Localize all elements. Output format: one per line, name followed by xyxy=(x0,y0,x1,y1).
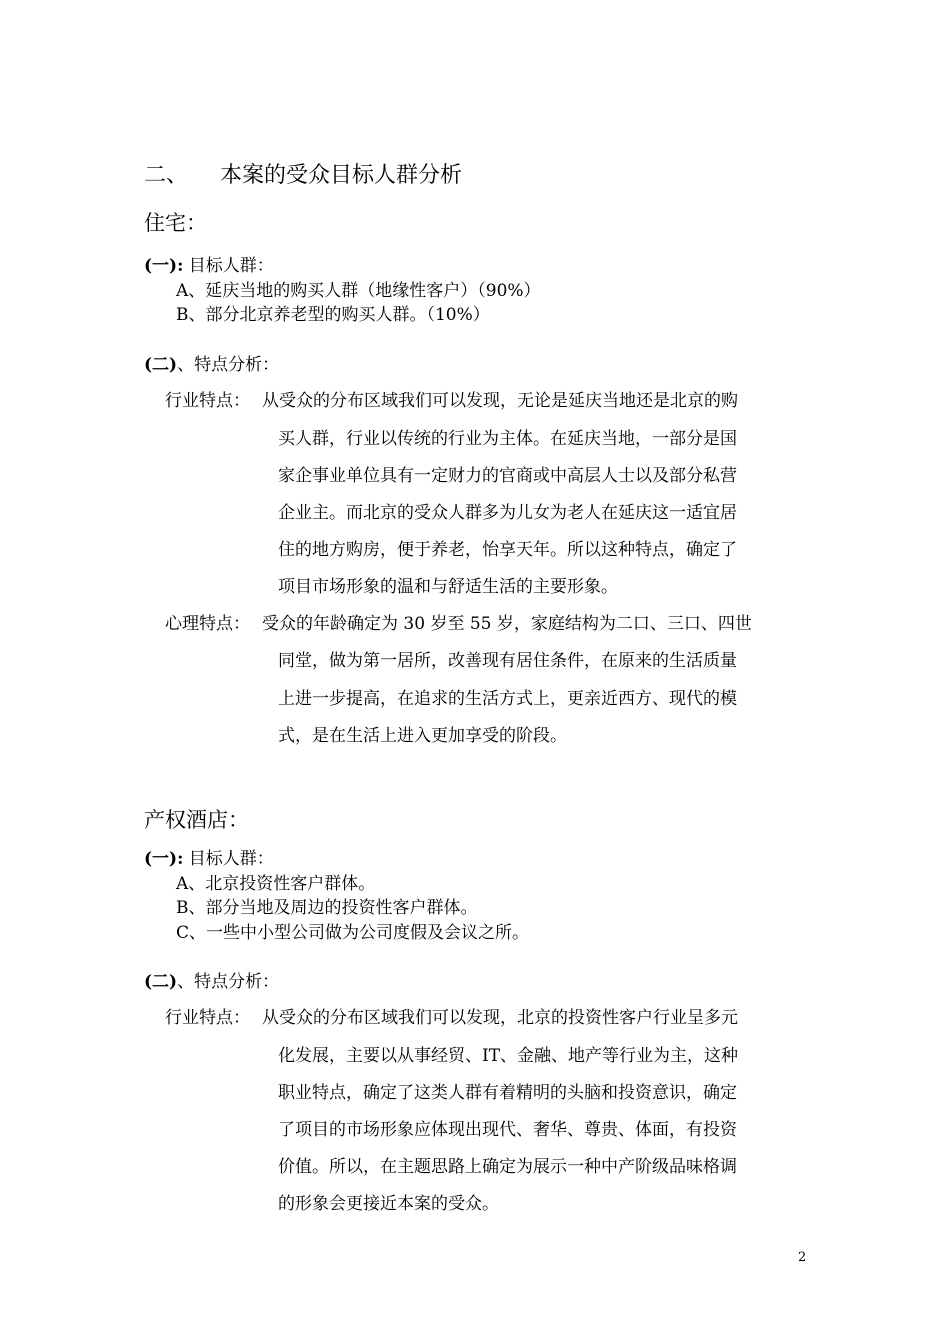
residential-title: 住宅： xyxy=(144,211,207,235)
residential-target-item-a: A、延庆当地的购买人群（地缘性客户）（90%） xyxy=(176,281,541,301)
hotel-group2-label: 、特点分析： xyxy=(177,972,280,992)
section-title: 本案的受众目标人群分析 xyxy=(220,163,463,188)
residential-industry-line: 买人群，行业以传统的行业为主体。在延庆当地，一部分是国 xyxy=(278,429,737,449)
residential-group1-num: (一): xyxy=(144,256,184,276)
hotel-group2-heading xyxy=(144,967,279,992)
hotel-industry-line: 化发展，主要以从事经贸、IT、金融、地产等行业为主，这种 xyxy=(278,1046,739,1066)
residential-psychology-label: 心理特点： xyxy=(165,614,250,634)
hotel-target-item-a: A、北京投资性客户群体。 xyxy=(176,874,376,894)
residential-group2-num: (二) xyxy=(144,355,178,375)
hotel-group1-heading xyxy=(144,844,274,869)
hotel-group1-num: (一): xyxy=(144,849,184,869)
hotel-target-item-c: C、一些中小型公司做为公司度假及会议之所。 xyxy=(176,923,530,943)
hotel-industry-line: 职业特点，确定了这类人群有着精明的头脑和投资意识，确定 xyxy=(278,1083,737,1103)
residential-group1-heading xyxy=(144,251,274,276)
residential-group2-heading xyxy=(144,350,279,375)
hotel-industry-line: 从受众的分布区域我们可以发现，北京的投资性客户行业呈多元 xyxy=(262,1008,738,1028)
residential-psychology-line: 同堂，做为第一居所，改善现有居住条件，在原来的生活质量 xyxy=(278,651,737,671)
residential-industry-line: 从受众的分布区域我们可以发现，无论是延庆当地还是北京的购 xyxy=(262,391,738,411)
residential-industry-line: 家企事业单位具有一定财力的官商或中高层人士以及部分私营 xyxy=(278,466,737,486)
residential-industry-label: 行业特点： xyxy=(165,391,250,411)
residential-target-item-b: B、部分北京养老型的购买人群。（10%） xyxy=(176,305,490,325)
hotel-industry-line: 了项目的市场形象应体现出现代、奢华、尊贵、体面，有投资 xyxy=(278,1120,737,1140)
hotel-industry-line: 价值。所以，在主题思路上确定为展示一种中产阶级品味格调 xyxy=(278,1157,737,1177)
residential-psychology-line: 上进一步提高，在追求的生活方式上，更亲近西方、现代的模 xyxy=(278,689,737,709)
residential-group1-label: 目标人群： xyxy=(188,256,274,276)
residential-industry-line: 住的地方购房，便于养老，怡享天年。所以这种特点，确定了 xyxy=(278,540,737,560)
hotel-industry-label: 行业特点： xyxy=(165,1008,250,1028)
section-heading xyxy=(144,158,462,189)
residential-group2-label: 、特点分析： xyxy=(177,355,280,375)
residential-psychology-line: 受众的年龄确定为 30 岁至 55 岁，家庭结构为二口、三口、四世 xyxy=(262,614,752,634)
page-number: 2 xyxy=(798,1250,807,1265)
residential-industry-line: 项目市场形象的温和与舒适生活的主要形象。 xyxy=(278,577,618,597)
section-number: 二、 xyxy=(144,163,189,188)
residential-psychology-line: 式，是在生活上进入更加享受的阶段。 xyxy=(278,726,567,746)
hotel-target-item-b: B、部分当地及周边的投资性客户群体。 xyxy=(176,898,478,918)
residential-industry-line: 企业主。而北京的受众人群多为儿女为老人在延庆这一适宜居 xyxy=(278,503,737,523)
hotel-industry-line: 的形象会更接近本案的受众。 xyxy=(278,1194,499,1214)
hotel-group2-num: (二) xyxy=(144,972,178,992)
hotel-title: 产权酒店： xyxy=(144,808,249,832)
hotel-group1-label: 目标人群： xyxy=(188,849,274,869)
